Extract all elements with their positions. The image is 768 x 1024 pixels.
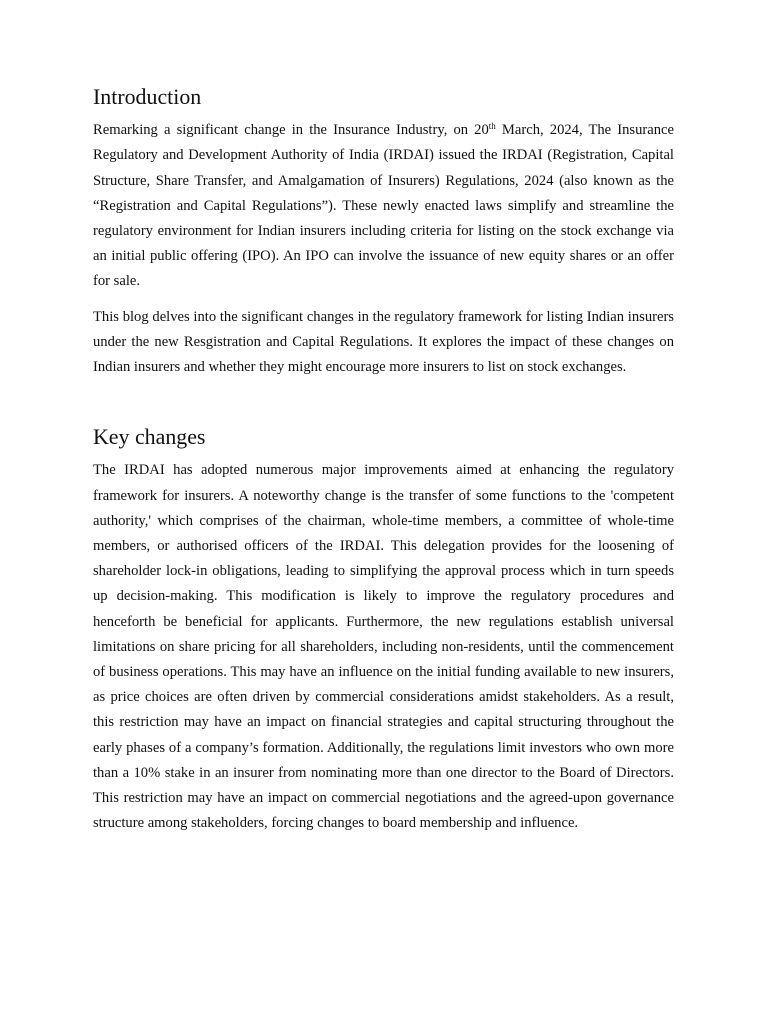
introduction-heading: Introduction bbox=[93, 84, 202, 109]
intro-p1-before: Remarking a significant change in the Insurance Industry, on 20 bbox=[93, 122, 489, 139]
document-page bbox=[93, 84, 674, 836]
key-changes-heading: Key changes bbox=[93, 424, 206, 450]
ordinal-suffix: th bbox=[488, 121, 496, 132]
intro-p1-after: March, 2024, The Insurance Regulatory and Development Authority of India (IRDAI) issued the IRDAI (Registration, Capital Structure, Share Transfer, and Amalgamation of Insurers) Regulations, 2024 (also known as the “Registration and Capital Regulations”). These newly enacted laws simplify and streamline the regulatory environment for Indian insurers including criteria for listing on the stock exchange via an initial public offering (IPO). An IPO can involve the issuance of new equity shares or an offer for sale. bbox=[93, 122, 674, 290]
introduction-paragraph-1 bbox=[93, 118, 674, 294]
introduction-paragraph-2: This blog delves into the significant changes in the regulatory framework for listing Indian insurers under the new Resgistration and Capital Regulations. It explores the impact of these changes on Indian insurers and whether they might encourage more insurers to list on stock exchanges. bbox=[93, 308, 674, 376]
key-changes-paragraph: The IRDAI has adopted numerous major improvements aimed at enhancing the regulatory framework for insurers. A noteworthy change is the transfer of some functions to the 'competent authority,' which comprises of the chairman, whole-time members, a committee of whole-time members, or authorised officers of the IRDAI. This delegation provides for the loosening of shareholder lock-in obligations, leading to simplifying the approval process which in turn speeds up decision-making. This modification is likely to improve the regulatory procedures and henceforth be beneficial for applicants. Furthermore, the new regulations establish universal limitations on share pricing for all shareholders, including non-residents, until the commencement of business operations. This may have an influence on the initial funding available to new insurers, as price choices are often driven by commercial considerations amidst stakeholders. As a result, this restriction may have an impact on financial strategies and capital structuring throughout the early phases of a company’s formation. Additionally, the regulations limit investors who own more than a 10% stake in an insurer from nominating more than one director to the Board of Directors. This restriction may have an impact on commercial negotiations and the agreed-upon governance structure among stakeholders, forcing changes to board membership and influence. bbox=[93, 462, 674, 832]
